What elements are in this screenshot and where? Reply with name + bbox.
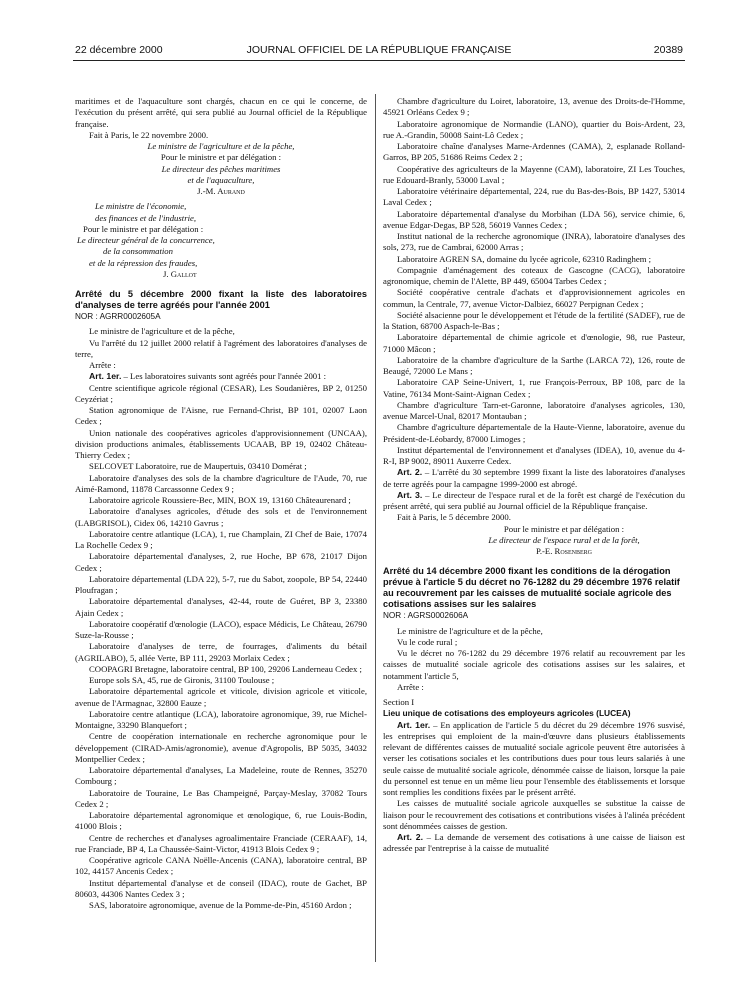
article-text: – L'arrêté du 30 septembre 1999 fixant la liste des laboratoires d'analyses de terre agréés pour la campagne 1999-2000 est abrogé.: [383, 467, 685, 489]
laboratory-entry: Laboratoire centre atlantique (LCA), laboratoire agronomique, 39, rue Michel-Montaigne, 33290 Blanquefort ;: [75, 708, 367, 730]
header-date: 22 décembre 2000: [75, 44, 163, 56]
laboratory-entry: Coopérative des agriculteurs de la Mayenne (CAM), laboratoire, ZI Les Touches, rue Edouard-Branly, 53000 Laval ;: [383, 163, 685, 185]
laboratory-entry: Laboratoire AGREN SA, domaine du lycée agricole, 62310 Radinghem ;: [397, 253, 652, 264]
laboratory-entry: Europe sols SA, 45, rue de Gironis, 31100 Toulouse ;: [89, 675, 275, 685]
laboratory-entry: Compagnie d'aménagement des coteaux de Gascogne (CACG), laboratoire agronomique, chemin de l'Alette, BP 449, 65004 Tarbes Cedex ;: [383, 264, 685, 286]
laboratory-entry: Institut départemental de l'environnement et d'analyses (IDEA), 10, avenue du 4-R-I, BP 9002, 89011 Auxerre Cedex.: [383, 444, 685, 466]
laboratory-entry: Union nationale des coopératives agricoles d'approvisionnement (UNCAA), division productions animales, établissements UCAAB, BP 19, 02402 Château-Thierry Cedex ;: [75, 427, 367, 460]
article-label: Art. 2.: [397, 467, 423, 478]
decree-title: Arrêté du 14 décembre 2000 fixant les conditions de la dérogation prévue à l'article 5 du décret no 76-1282 du 29 décembre 1976 relatif au recouvrement par les caisses de mutualité sociale agricole des cotisations assises sur les salaires: [383, 566, 680, 610]
laboratory-entry: Laboratoire d'analyses des sols de la chambre d'agriculture de l'Aude, 70, rue Aimé-Ramond, 11878 Carcassonne Cedex 9 ;: [75, 472, 367, 494]
article-label: Art. 3.: [397, 489, 423, 500]
article-1-lucea: [383, 720, 685, 799]
laboratory-list: [75, 383, 367, 912]
laboratory-entry: SELCOVET Laboratoire, rue de Maupertuis, 03410 Domérat ;: [89, 461, 307, 472]
header-rule: [73, 60, 685, 61]
intro-paragraph: maritimes et de l'aquaculture sont chargés, chacun en ce qui le concerne, de l'exécution du présent arrêté, qui sera publié au Journal officiel de la République française.: [75, 96, 367, 129]
laboratory-entry: Centre de recherches et d'analyses agroalimentaire Franciade (CERAAF), 14, rue Franciade, BP 4, La Chaussée-Saint-Victor, 41913 Blois Cedex 9 ;: [75, 832, 367, 854]
laboratory-entry: Laboratoire départemental d'analyse du Morbihan (LDA 56), service chimie, 6, avenue Edgar-Degas, BP 528, 56019 Vannes Cedex ;: [383, 208, 685, 230]
laboratory-entry: Laboratoire départemental (LDA 22), 5-7, rue du Sabot, zoopole, BP 54, 22440 Ploufragan ;: [75, 573, 367, 595]
laboratory-entry: Chambre d'agriculture départementale de la Haute-Vienne, laboratoire, avenue du Président-de-Léobardy, 87000 Limoges ;: [383, 422, 685, 444]
signature-line: Pour le ministre et par délégation :: [83, 223, 204, 234]
laboratory-entry: Laboratoire vétérinaire départemental, 224, rue du Bas-des-Bois, BP 1427, 53014 Laval Cedex ;: [383, 186, 685, 208]
laboratory-entry: Laboratoire départemental d'analyses, La Madeleine, route de Rennes, 35270 Combourg ;: [75, 765, 367, 787]
column-divider: [375, 94, 376, 962]
signature-line: et de l'aquaculture,: [187, 174, 255, 185]
done-at-paris-1: Fait à Paris, le 22 novembre 2000.: [89, 129, 209, 140]
laboratory-entry: Société coopérative centrale d'achats et d'approvisionnement agricoles en commun, la Centrale, 77, avenue Victor-Dalbiez, 66027 Perpignan Cedex ;: [383, 287, 685, 309]
signature-line: des finances et de l'industrie,: [95, 212, 197, 223]
laboratory-entry: Laboratoire départemental de chimie agricole et d'œnologie, 98, rue Pasteur, 71000 Mâcon ;: [383, 332, 685, 354]
signatory-name: J.-M. Aurand: [197, 186, 245, 196]
signatory-name: P.-E. Rosenberg: [535, 546, 593, 556]
laboratory-entry: Laboratoire départemental d'analyses, 42-44, route de Guéret, BP 3, 23380 Ajain Cedex ;: [75, 596, 367, 618]
signature-line: Le directeur général de la concurrence,: [77, 235, 215, 245]
arrete-label: Arrête :: [89, 360, 116, 370]
signature-line: Pour le ministre et par délégation :: [160, 152, 282, 163]
signature-line: Le ministre de l'agriculture et de la pêche,: [147, 141, 295, 151]
laboratory-entry: Laboratoire CAP Seine-Univert, 1, rue François-Perroux, BP 108, parc de la Vatine, 76134 Mont-Saint-Aignan Cedex ;: [383, 377, 685, 399]
laboratory-entry: Laboratoire départemental agronomique et œnologique, 6, rue Louis-Bodin, 41000 Blois ;: [75, 810, 367, 832]
signature-line: Le directeur de l'espace rural et de la forêt,: [488, 534, 640, 545]
page-header: [75, 44, 683, 58]
laboratory-entry: Institut national de la recherche agronomique (INRA), laboratoire d'analyses des sols, 273, rue de Cambrai, 62000 Arras ;: [383, 231, 685, 253]
visa-minister: Le ministre de l'agriculture et de la pêche,: [89, 326, 235, 337]
laboratory-entry: Centre de coopération internationale en recherche agronomique pour le développement (CIRAD-Amis/agronomie), avenue d'Agropolis, BP 5035, 34032 Montpellier Cedex ;: [75, 731, 367, 764]
signature-line: Le directeur des pêches maritimes: [161, 163, 281, 174]
laboratory-entry: Institut départemental d'analyse et de conseil (IDAC), route de Gachet, BP 80603, 44306 Nantes Cedex 3 ;: [75, 877, 367, 899]
article-1-paragraph-2: Les caisses de mutualité sociale agricole auxquelles se substitue la caisse de liaison pour le recouvrement des cotisations et contributions visées à l'alinéa précédent sont dénommées caisses de gestion.: [383, 798, 685, 831]
article-label: Art. 2.: [397, 832, 424, 842]
article-label: Art. 1er.: [397, 719, 431, 730]
laboratory-entry: Coopérative agricole CANA Noëlle-Ancenis (CANA), laboratoire central, BP 102, 44157 Ancenis Cedex ;: [75, 855, 367, 877]
laboratory-entry: Centre scientifique agricole régional (CESAR), Les Soudanières, BP 2, 01250 Ceyzériat ;: [75, 382, 367, 404]
visa-minister: Le ministre de l'agriculture et de la pêche,: [397, 625, 543, 636]
signature-line: et de la répression des fraudes,: [89, 257, 198, 268]
visa-decree: Vu le décret no 76-1282 du 29 décembre 1976 relatif au recouvrement par les caisses de mutualité sociale agricole des cotisations assises sur les salaires, et notamment l'article 5,: [383, 648, 685, 681]
laboratory-entry: Laboratoire départemental d'analyses, 2, rue Hoche, BP 678, 21017 Dijon Cedex ;: [75, 551, 367, 573]
section-heading: Section I: [383, 697, 415, 707]
article-2: [383, 467, 685, 490]
visa-code: Vu le code rural ;: [397, 636, 458, 647]
arrete-label: Arrête :: [397, 681, 424, 692]
right-column: [383, 96, 685, 855]
visa-decree: Vu l'arrêté du 12 juillet 2000 relatif à l'agrément des laboratoires d'analyses de terre,: [75, 337, 367, 359]
header-journal-title: JOURNAL OFFICIEL DE LA RÉPUBLIQUE FRANÇAISE: [246, 44, 512, 56]
laboratory-entry: Chambre d'agriculture du Loiret, laboratoire, 13, avenue des Droits-de-l'Homme, 45921 Orléans Cedex 9 ;: [383, 96, 685, 118]
laboratory-entry: COOPAGRI Bretagne, laboratoire central, BP 100, 29206 Landerneau Cedex ;: [89, 663, 362, 674]
nor-reference: NOR : AGRR0002605A: [75, 312, 161, 321]
laboratory-entry: Laboratoire d'analyses de terre, de fourrages, d'aliments du bétail (AGRILABO), 5, allée Verte, BP 111, 29203 Morlaix Cedex ;: [75, 641, 367, 663]
laboratory-entry: Station agronomique de l'Aisne, rue Fernand-Christ, BP 101, 02007 Laon Cedex ;: [75, 405, 367, 427]
article-text: – En application de l'article 5 du décret du 29 décembre 1976 susvisé, les entreprises qui emploient de la main-d'œuvre dans plusieurs établissements relevant de différentes caisses de mutualité sociale agricole peuvent être autorisées à verser les cotisations sociales et les contributions dues pour tous leurs salariés à une seule caisse de mutualité sociale agricole, dénommée caisse de liaison, lorsque la paie du personnel est tenue en un même lieu pour l'ensemble des établissements et lorsque sont remplies les conditions fixées par le présent arrêté.: [383, 719, 685, 797]
laboratory-entry: Chambre d'agriculture Tarn-et-Garonne, laboratoire d'analyses agricoles, 130, avenue Marcel-Unal, 82017 Montauban ;: [383, 399, 685, 421]
article-3: [383, 490, 685, 513]
done-at-paris-2: Fait à Paris, le 5 décembre 2000.: [397, 512, 511, 523]
laboratory-entry: Laboratoire chaîne d'analyses Marne-Ardennes (CAMA), 2, esplanade Rolland-Garros, BP 205, 51686 Reims Cedex 2 ;: [383, 141, 685, 163]
laboratory-entry: Laboratoire coopératif d'œnologie (LACO), espace Médicis, Le Château, 26790 Suze-la-Rousse ;: [75, 618, 367, 640]
header-page-number: 20389: [653, 44, 683, 56]
laboratory-entry: Laboratoire de Touraine, Le Bas Champeigné, Parçay-Meslay, 37082 Tours Cedex 2 ;: [75, 787, 367, 809]
nor-reference: NOR : AGRS0002606A: [383, 611, 469, 621]
article-text: – Les laboratoires suivants sont agréés pour l'année 2001 :: [121, 371, 327, 382]
laboratory-list: [383, 96, 685, 467]
laboratory-entry: Laboratoire de la chambre d'agriculture de la Sarthe (LARCA 72), 126, route de Beaugé, 72000 Le Mans ;: [383, 354, 685, 376]
laboratory-entry: Laboratoire agricole Roussiere-Bec, MIN, BOX 19, 13160 Châteaurenard ;: [89, 495, 351, 505]
subsection-heading: Lieu unique de cotisations des employeurs agricoles (LUCEA): [383, 708, 631, 719]
laboratory-entry: SAS, laboratoire agronomique, avenue de la Pomme-de-Pin, 45160 Ardon ;: [89, 900, 352, 910]
decree-title: Arrêté du 5 décembre 2000 fixant la liste des laboratoires d'analyses de terre agréés pour l'année 2001: [75, 289, 367, 310]
laboratory-entry: Société alsacienne pour le développement et l'étude de la fertilité (SADEF), rue de la Station, 68700 Aspach-le-Bas ;: [383, 309, 685, 331]
laboratory-entry: Laboratoire agronomique de Normandie (LANO), quartier du Bois-Ardent, 23, rue A.-Grandin, 50008 Saint-Lô Cedex ;: [383, 118, 685, 140]
signature-line: Le ministre de l'économie,: [95, 201, 187, 212]
article-1: [75, 371, 367, 382]
article-text: – Le directeur de l'espace rural et de la forêt est chargé de l'exécution du présent arrêté, qui sera publié au Journal officiel de la République française.: [383, 489, 685, 511]
laboratory-entry: Laboratoire centre atlantique (LCA), 1, rue Champlain, ZI Chef de Baie, 17074 La Rochelle Cedex 9 ;: [75, 528, 367, 550]
signatory-name: J. Gallot: [163, 268, 197, 279]
signature-line: Pour le ministre et par délégation :: [503, 523, 625, 534]
left-column: [75, 96, 367, 911]
article-label: Art. 1er.: [89, 371, 122, 382]
laboratory-entry: Laboratoire d'analyses agricoles, d'étude des sols et de l'environnement (LABGRISOL), Cidex 06, 14210 Gavrus ;: [75, 506, 367, 528]
article-text: – La demande de versement des cotisations à une caisse de liaison est adressée par l'entreprise à la caisse de mutualité: [383, 832, 685, 854]
laboratory-entry: Laboratoire départemental agricole et viticole, division agricole et viticole, avenue de l'Armagnac, 32800 Eauze ;: [75, 686, 367, 708]
article-2-lucea: [383, 832, 685, 855]
signature-line: de la consommation: [103, 246, 173, 257]
